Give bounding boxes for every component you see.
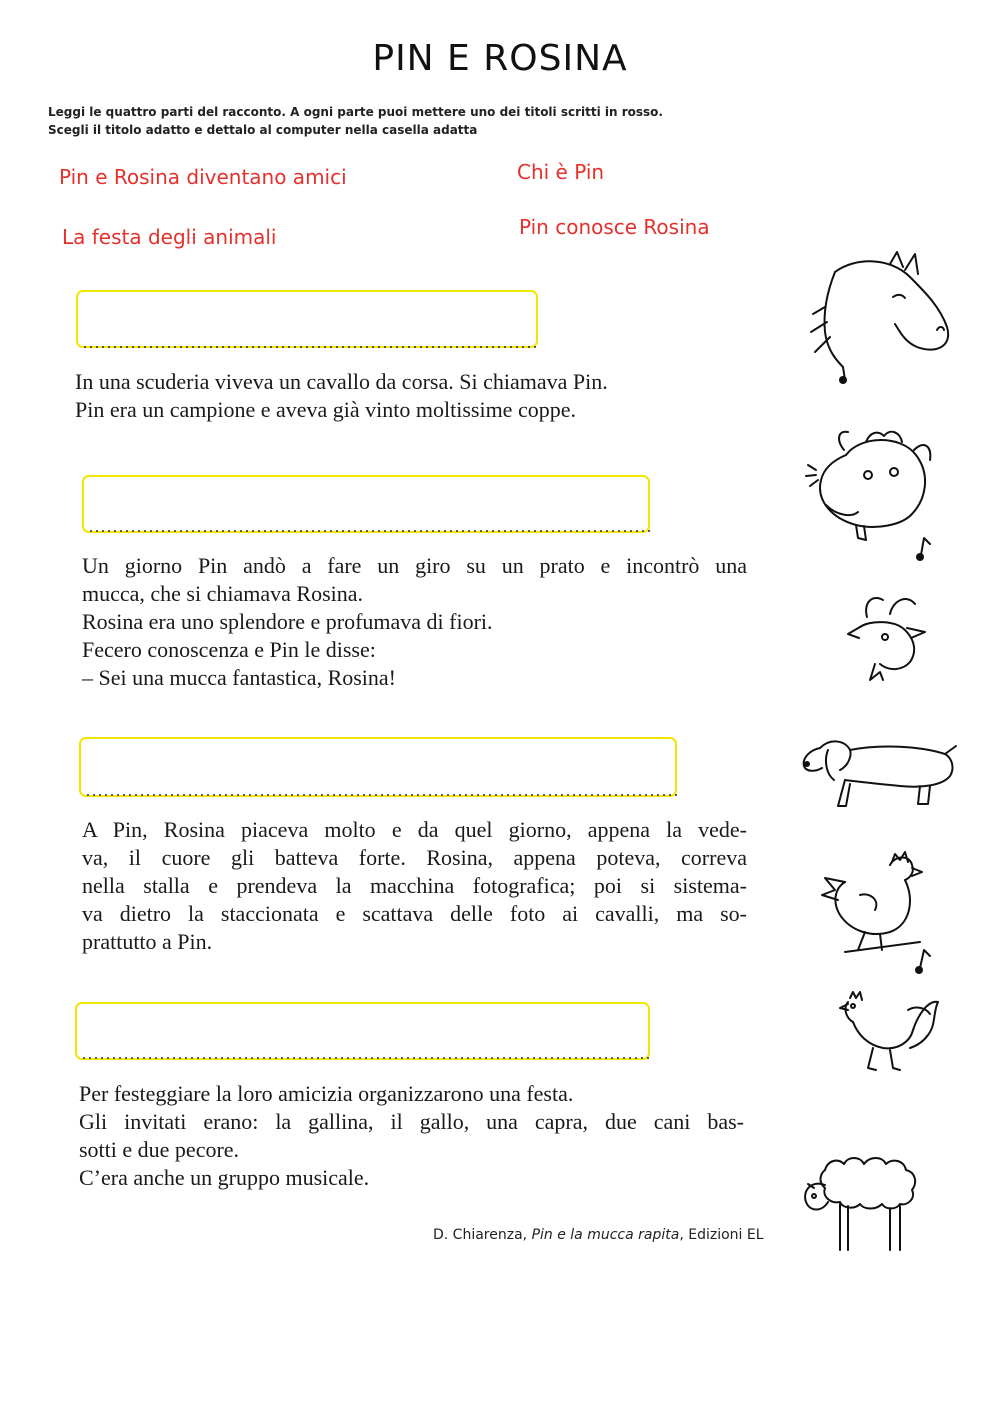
paragraph-1-line: Pin era un campione e aveva già vinto moltissime coppe. — [75, 397, 576, 422]
paragraph-2-line: – Sei una mucca fantastica, Rosina! — [82, 665, 397, 690]
answer-box-4[interactable] — [75, 1002, 650, 1060]
credit-publisher: , Edizioni EL — [679, 1227, 764, 1243]
credit-book-title: Pin e la mucca rapita — [531, 1227, 680, 1243]
credit-author: D. Chiarenza, — [433, 1227, 532, 1243]
paragraph-3-line: prattutto a Pin. — [82, 929, 213, 954]
paragraph-3-line: nella stalla e prendeva la macchina fotografica; poi si sistema- — [82, 873, 747, 898]
title-option-festa-animali: La festa degli animali — [62, 225, 277, 249]
goat-icon — [845, 592, 930, 682]
answer-box-3[interactable] — [79, 737, 677, 797]
rooster-icon — [838, 990, 943, 1075]
paragraph-4-line: sotti e due pecore. — [79, 1137, 240, 1162]
dotted-line-3 — [85, 794, 677, 796]
paragraph-2-line: Fecero conoscenza e Pin le disse: — [82, 637, 376, 662]
paragraph-4-line: C’era anche un gruppo musicale. — [79, 1165, 370, 1190]
dachshund-icon — [800, 736, 960, 811]
credit — [433, 1227, 764, 1243]
title-option-chi-e-pin: Chi è Pin — [517, 160, 605, 184]
horse-icon — [805, 252, 955, 387]
paragraph-3-line: va, il cuore gli batteva forte. Rosina, appena poteva, correva — [82, 845, 747, 870]
paragraph-4 — [79, 1080, 744, 1192]
paragraph-1-line: In una scuderia viveva un cavallo da corsa. Si chiamava Pin. — [75, 369, 608, 394]
instructions-line-1: Leggi le quattro parti del racconto. A ogni parte puoi mettere uno dei titoli scritti in rosso. — [48, 105, 663, 119]
paragraph-4-line: Per festeggiare la loro amicizia organizzarono una festa. — [79, 1081, 574, 1106]
dotted-line-2 — [88, 530, 650, 532]
paragraph-2 — [82, 552, 747, 692]
cow-icon — [806, 420, 946, 575]
title-option-diventano-amici: Pin e Rosina diventano amici — [59, 165, 347, 189]
paragraph-2-line: Un giorno Pin andò a fare un giro su un prato e incontrò una — [82, 553, 747, 578]
answer-box-1[interactable] — [76, 290, 538, 348]
dotted-line-1 — [82, 346, 538, 348]
answer-box-2[interactable] — [82, 475, 650, 533]
paragraph-2-line: mucca, che si chiamava Rosina. — [82, 581, 364, 606]
paragraph-3-line: va dietro la staccionata e scattava delle foto ai cavalli, ma so- — [82, 901, 747, 926]
paragraph-1 — [75, 368, 775, 424]
page-title: PIN E ROSINA — [372, 38, 628, 79]
paragraph-3 — [82, 816, 747, 956]
sheep-icon — [800, 1150, 925, 1255]
paragraph-4-line: Gli invitati erano: la gallina, il gallo, una capra, due cani bas- — [79, 1109, 744, 1134]
paragraph-2-line: Rosina era uno splendore e profumava di fiori. — [82, 609, 493, 634]
dotted-line-4 — [81, 1057, 650, 1059]
paragraph-3-line: A Pin, Rosina piaceva molto e da quel giorno, appena la vede- — [82, 817, 747, 842]
hen-icon — [820, 850, 945, 975]
instructions — [48, 103, 663, 139]
title-option-conosce-rosina: Pin conosce Rosina — [519, 215, 710, 239]
instructions-line-2: Scegli il titolo adatto e dettalo al computer nella casella adatta — [48, 123, 478, 137]
